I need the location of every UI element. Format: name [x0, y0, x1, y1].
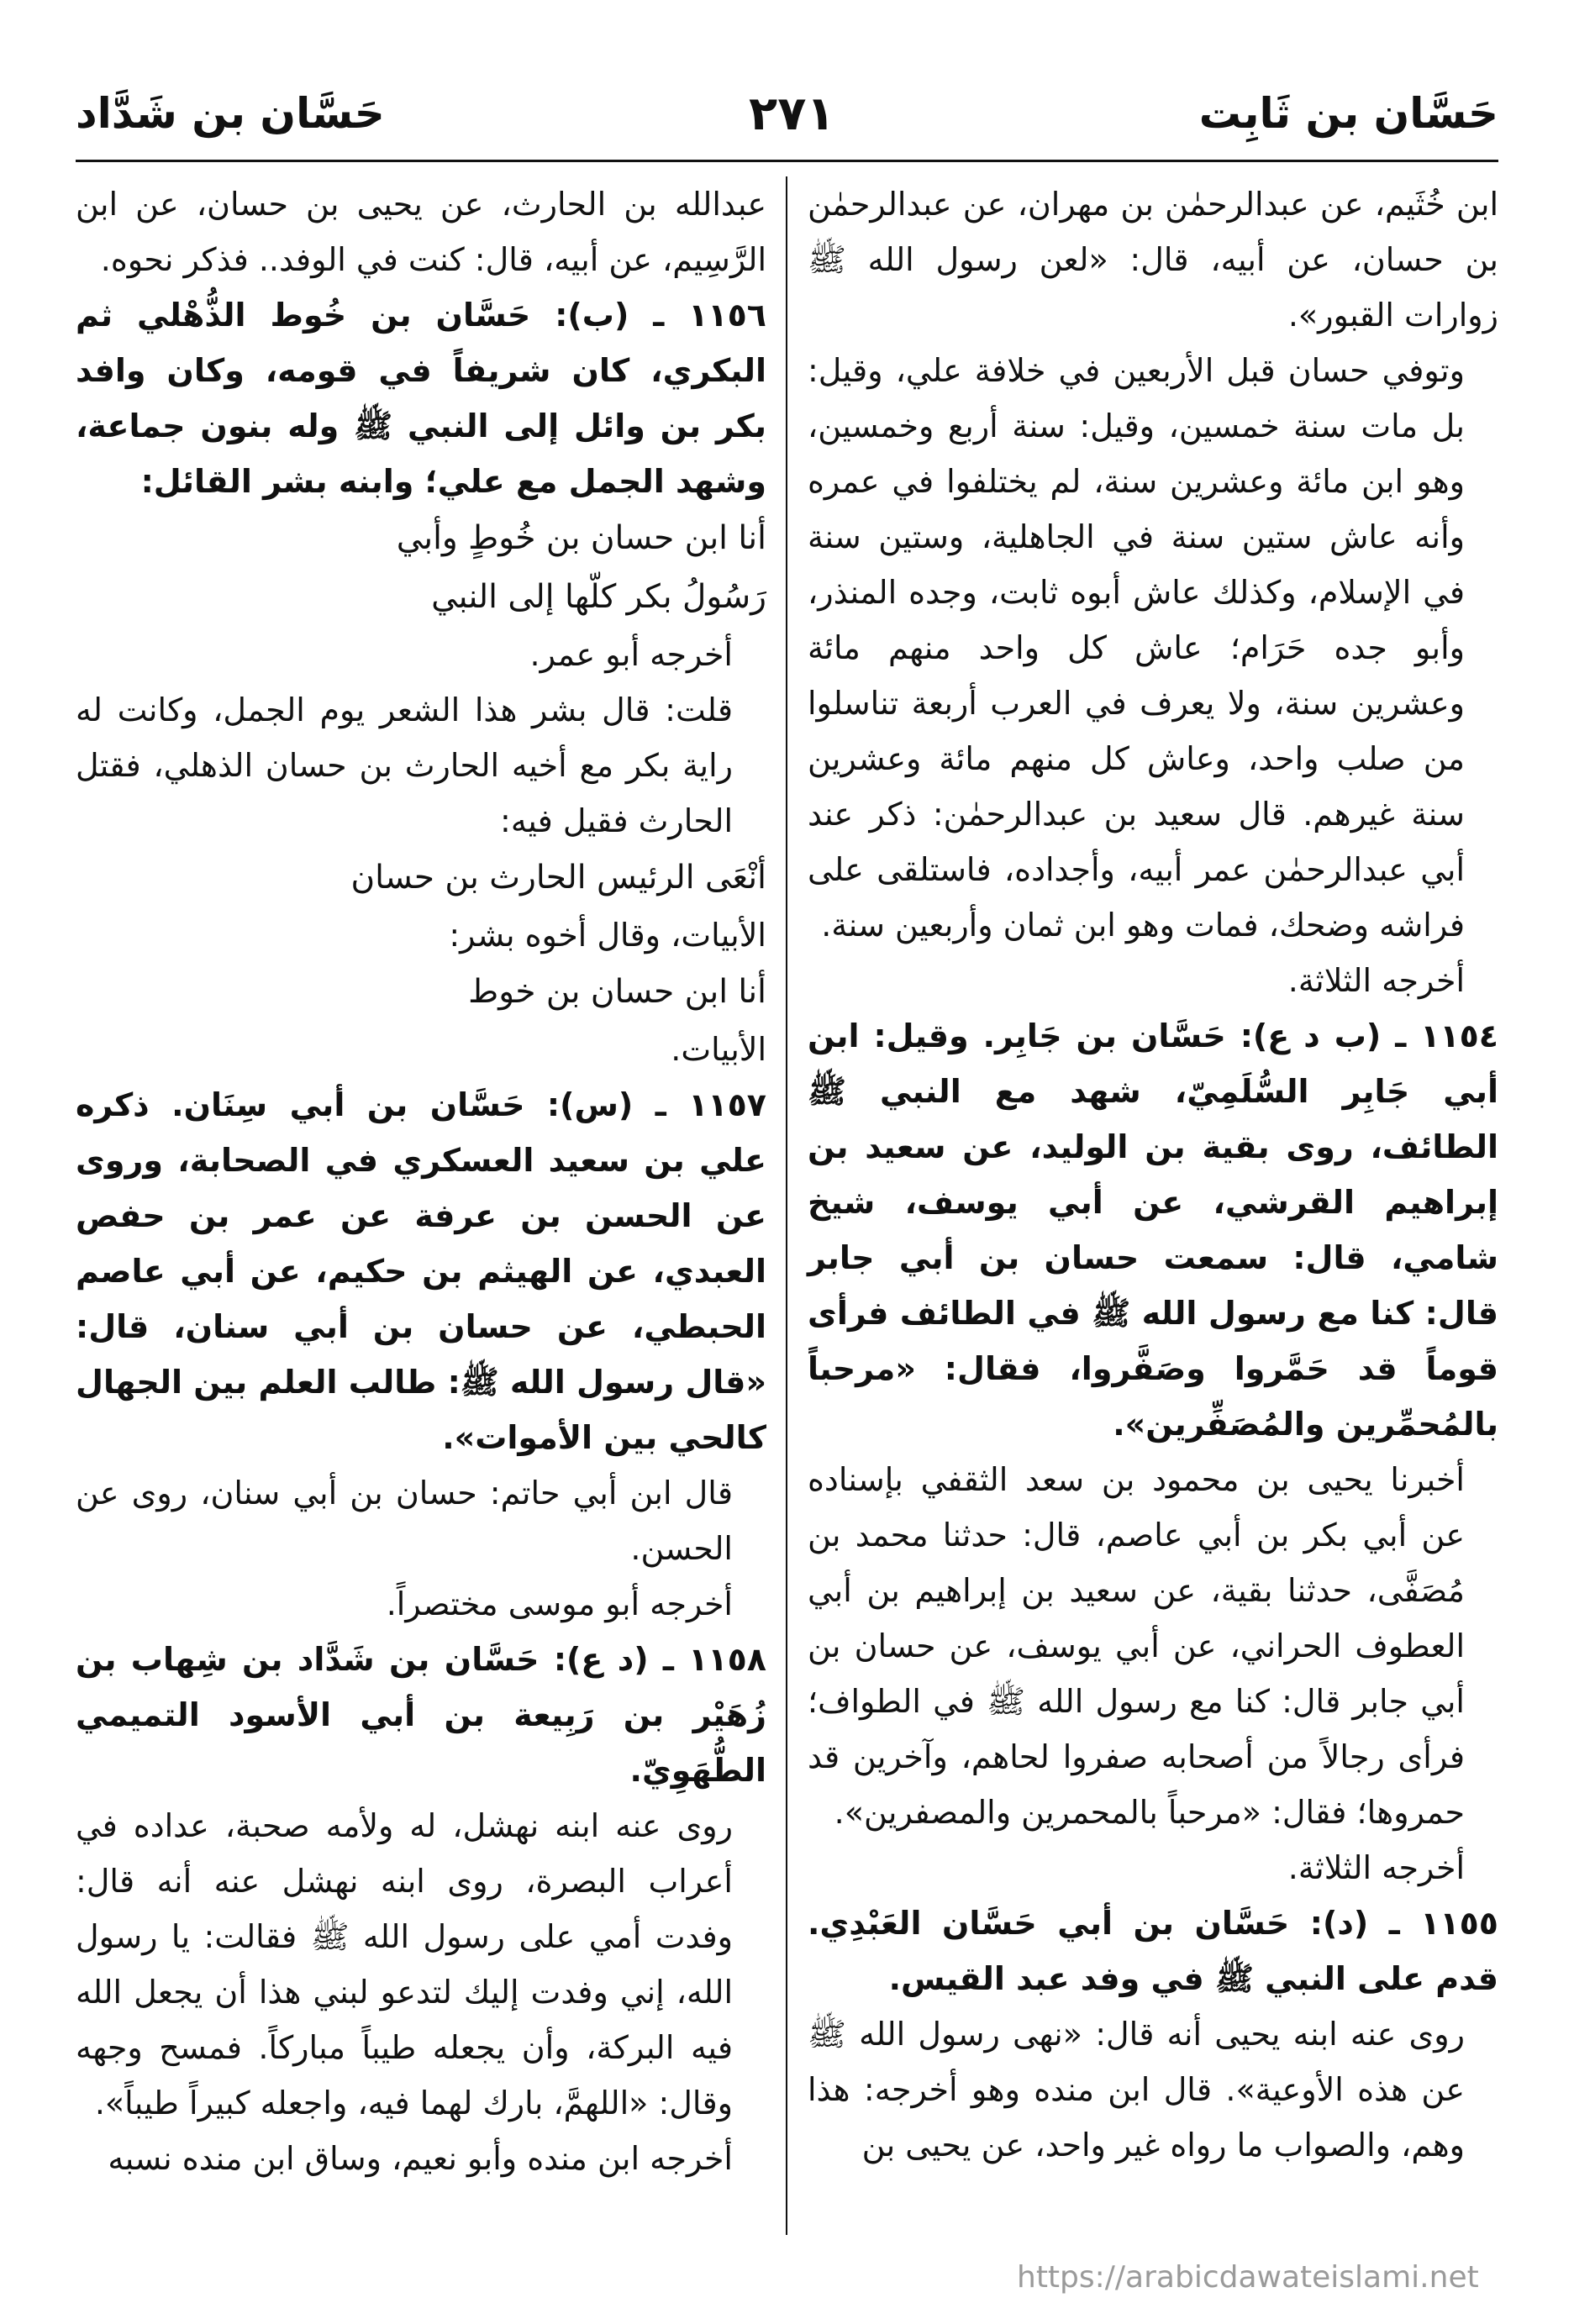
- paragraph: وتوفي حسان قبل الأربعين في خلافة علي، وقيل: بل مات سنة خمسين، وقيل: سنة أربع وخمسين، وهو ابن مائة وعشرين سنة، لم يختلفوا في عمره وأنه عاش ستين سنة في الجاهلية، وستين سنة في الإسلام، وكذلك عاش أبوه ثابت، وجده المنذر، وأبو جده حَرَام؛ عاش كل واحد منهم مائة وعشرين سنة، ولا يعرف في العرب أربعة تناسلوا من صلب واحد، وعاش كل منهم مائة وعشرين سنة غيرهم. قال سعيد بن عبدالرحمٰن: ذكر عند أبي عبدالرحمٰن عمر أبيه، وأجداده، فاستلقى على فراشه وضحك، فمات وهو ابن ثمان وأربعين سنة.: [808, 352, 1465, 944]
- verse-line: رَسُولُ بكر كلّها إلى النبي: [431, 578, 766, 616]
- watermark-url: https://arabicdawateislami.net: [1017, 2260, 1479, 2295]
- running-head-left: حَسَّان بن شَدَّاد: [76, 89, 385, 138]
- page-header: [76, 67, 1498, 162]
- paragraph: الأبيات، وقال أخوه بشر:: [449, 917, 766, 954]
- paragraph: روى عنه ابنه يحيى أنه قال: «نهى رسول الله ﷺ عن هذه الأوعية». قال ابن منده وهو أخرجه: هذا وهم، والصواب ما رواه غير واحد، عن يحيى بن: [808, 2016, 1465, 2164]
- right-column: [808, 176, 1498, 2173]
- paragraph: أخبرنا يحيى بن محمود بن سعد الثقفي بإسناده عن أبي بكر بن أبي عاصم، قال: حدثنا محمد بن مُصَفَّى، حدثنا بقية، عن سعيد بن إبراهيم بن أبي العطوف الحراني، عن أبي يوسف، عن حسان بن أبي جابر قال: كنا مع رسول الله ﷺ في الطواف؛ فرأى رجالاً من أصحابه صفروا لحاهم، وآخرين قد حمروها؛ فقال: «مرحباً بالمحمرين والمصفرين».: [808, 1461, 1465, 1831]
- paragraph: أخرجه ابن منده وأبو نعيم، وساق ابن منده نسبه: [108, 2140, 733, 2177]
- page-number: ٢٧١: [749, 86, 835, 141]
- paragraph: ابن خُثَيم، عن عبدالرحمٰن بن مهران، عن عبدالرحمٰن بن حسان، عن أبيه، قال: «لعن رسول الله ﷺ زوارات القبور».: [808, 186, 1498, 334]
- paragraph: روى عنه ابنه نهشل، له ولأمه صحبة، عداده في أعراب البصرة، روى ابنه نهشل عنه أنه قال: وفدت أمي على رسول الله ﷺ فقالت: يا رسول الله، إني وفدت إليك لتدعو لبني هذا أن يجعل الله فيه البركة، وأن يجعله طيباً مباركاً. فمسح وجهه وقال: «اللهمَّ، بارك لهما فيه، واجعله كبيراً طيباً».: [76, 1807, 733, 2122]
- paragraph: عبدالله بن الحارث، عن يحيى بن حسان، عن ابن الرَّسِيم، عن أبيه، قال: كنت في الوفد.. فذكر نحوه.: [76, 186, 766, 278]
- running-head-right: حَسَّان بن ثَابِت: [1198, 89, 1498, 138]
- paragraph: أخرجه الثلاثة.: [1287, 1849, 1465, 1886]
- left-column: [76, 176, 766, 2186]
- paragraph: أخرجه أبو موسى مختصراً.: [386, 1585, 733, 1622]
- paragraph: قلت: قال بشر هذا الشعر يوم الجمل، وكانت له راية بكر مع أخيه الحارث بن حسان الذهلي، فقتل الحارث فقيل فيه:: [76, 691, 733, 839]
- entry-1154: ١١٥٤ ـ (ب د ع): حَسَّان بن جَابِر. وقيل: ابن أبي جَابِر السُّلَمِيّ، شهد مع النبي ﷺ الطائف، روى بقية بن الوليد، عن سعيد بن إبراهيم القرشي، عن أبي يوسف، شيخ شامي، قال: سمعت حسان بن أبي جابر قال: كنا مع رسول الله ﷺ في الطائف فرأى قوماً قد حَمَّروا وصَفَّروا، فقال: «مرحباً بالمُحمِّرين والمُصَفِّرين».: [808, 1017, 1498, 1443]
- paragraph: قال ابن أبي حاتم: حسان بن أبي سنان، روى عن الحسن.: [76, 1475, 733, 1567]
- entry-1155: ١١٥٥ ـ (د): حَسَّان بن أبي حَسَّان العَبْدِي. قدم على النبي ﷺ في وفد عبد القيس.: [808, 1905, 1498, 1997]
- verse-line: أنْعَى الرئيس الحارث بن حسان: [350, 859, 766, 896]
- entry-1157: ١١٥٧ ـ (س): حَسَّان بن أبي سِنَان. ذكره علي بن سعيد العسكري في الصحابة، وروى عن الحسن بن عرفة عن عمر بن حفص العبدي، عن الهيثم بن حكيم، عن أبي عاصم الحبطي، عن حسان بن أبي سنان، قال: «قال رسول الله ﷺ: طالب العلم بين الجهال كالحي بين الأموات».: [76, 1086, 766, 1456]
- paragraph: أخرجه الثلاثة.: [1287, 962, 1465, 999]
- paragraph: الأبيات.: [671, 1031, 766, 1068]
- entry-1158: ١١٥٨ ـ (د ع): حَسَّان بن شَدَّاد بن شِهاب بن زُهَيْر بن رَبِيعة بن أبي الأسود التميمي الطُّهَوِيّ.: [76, 1641, 766, 1789]
- paragraph: أخرجه أبو عمر.: [529, 636, 733, 673]
- column-divider: [786, 176, 787, 2235]
- verse-line: أنا ابن حسان بن خوط: [468, 973, 766, 1011]
- verse-line: أنا ابن حسان بن خُوطٍ وأبي: [396, 519, 766, 557]
- entry-1156: ١١٥٦ ـ (ب): حَسَّان بن خُوط الذُّهْلي ثم البكري، كان شريفاً في قومه، وكان وافد بكر بن وائل إلى النبي ﷺ وله بنون جماعة، وشهد الجمل مع علي؛ وابنه بشر القائل:: [76, 297, 766, 500]
